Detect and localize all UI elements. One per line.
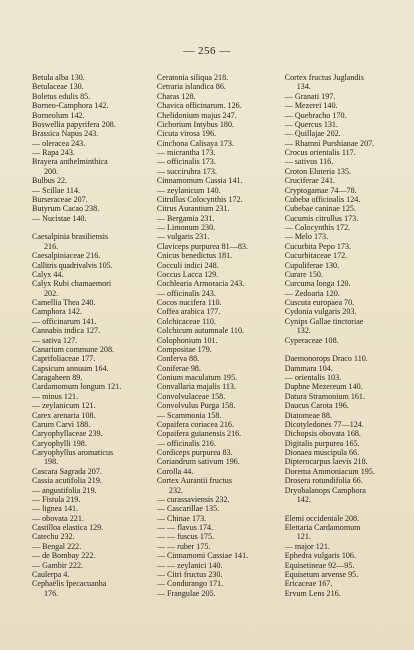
index-entry: — Quebracho 170. bbox=[284, 110, 347, 120]
index-entry: Chavica officinarum. 126. bbox=[156, 101, 242, 111]
index-entry: Caesalpiniaceae 216. bbox=[32, 251, 101, 261]
index-entry: Cascara Sagrada 207. bbox=[32, 466, 102, 476]
index-entry: Equisetum arvense 95. bbox=[284, 569, 359, 579]
index-entry: — Zedoaria 120. bbox=[284, 288, 340, 298]
index-entry: Cicuta virosa 196. bbox=[156, 129, 217, 139]
index-entry: — micrantha 173. bbox=[156, 148, 216, 157]
index-column-3 bbox=[281, 73, 392, 598]
index-entry: — officinalis 243. bbox=[156, 288, 216, 298]
index-entry: Borneo-Camphora 142. bbox=[32, 101, 109, 111]
index-entry: — de Bombay 222. bbox=[32, 551, 96, 561]
index-entry: Dorema Ammoniacum 195. bbox=[284, 466, 375, 476]
index-entry: Cynips Gallae tinctoriae bbox=[284, 316, 364, 326]
index-entry: — — flavus 174. bbox=[156, 523, 214, 532]
index-entry: Cyperaceae 108. bbox=[284, 335, 339, 345]
index-entry: — lignea 141. bbox=[32, 504, 79, 514]
index-entry: Cucurbitaceae 172. bbox=[284, 251, 348, 261]
index-entry: — officinarum 141. bbox=[32, 316, 97, 326]
index-entry: — succirubra 173. bbox=[156, 166, 217, 176]
index-entry: — zeylanicum 121. bbox=[32, 401, 96, 411]
index-entry: 132. bbox=[296, 326, 311, 336]
index-column-1 bbox=[32, 73, 153, 598]
index-entry: Caragaheen 89. bbox=[32, 373, 83, 382]
index-entry: Canarium commune 208. bbox=[32, 344, 115, 354]
index-entry: Betulaceae 130. bbox=[32, 82, 84, 92]
index-entry: Corolla 44. bbox=[156, 466, 194, 476]
index-entry: Digitalis purpurea 165. bbox=[284, 438, 360, 448]
index-entry: — Fistula 219. bbox=[32, 494, 81, 504]
index-columns bbox=[32, 73, 392, 598]
index-entry: — Bergamia 231. bbox=[156, 213, 215, 223]
index-entry: — Limonum 230. bbox=[156, 223, 216, 232]
index-entry: Boswellia papyrifera 208. bbox=[32, 119, 116, 129]
index-entry: — — fuscus 175. bbox=[156, 532, 215, 542]
index-entry: Ervum Lens 216. bbox=[284, 588, 341, 598]
index-entry: Ericaceae 167. bbox=[284, 579, 333, 589]
index-entry: — Quercus 131. bbox=[284, 119, 339, 129]
index-entry: Compositae 179. bbox=[156, 344, 212, 354]
index-entry: Coriandrum sativum 196. bbox=[156, 457, 240, 467]
index-entry: Cucurbita Pepo 173. bbox=[284, 241, 352, 251]
index-entry: Dichopsis obovata 168. bbox=[284, 429, 361, 439]
index-entry: — major 121. bbox=[284, 541, 330, 551]
index-entry: Cardamomum longum 121. bbox=[32, 382, 122, 392]
index-entry: — Scillae 114. bbox=[32, 185, 81, 195]
index-entry: Convolvulaceae 158. bbox=[156, 391, 226, 401]
index-entry: Croton Eluteria 135. bbox=[284, 166, 352, 176]
index-entry: Dipterocarpus laevis 218. bbox=[284, 457, 368, 467]
index-entry: — Rhamni Purshianae 207. bbox=[284, 138, 375, 148]
index-entry: Calyx Rubi chamaemori bbox=[32, 279, 112, 289]
index-entry: Cydonia vulgaris 203. bbox=[284, 307, 357, 317]
index-entry: — oleracea 243. bbox=[32, 138, 86, 148]
index-entry: Coniferae 98. bbox=[156, 363, 201, 373]
index-entry: Capsicum annuum 164. bbox=[32, 363, 109, 373]
index-entry: Cichorium Intybus 180. bbox=[156, 119, 235, 129]
index-entry: Castilloa elastica 129. bbox=[32, 523, 104, 532]
index-entry: Cupuliferae 130. bbox=[284, 260, 340, 270]
index-entry: — Rapa 243. bbox=[32, 148, 75, 157]
index-entry: Drosera rotundifolia 66. bbox=[284, 476, 363, 486]
index-entry: Convallaria majalis 113. bbox=[156, 382, 236, 392]
index-entry: Copaifera coriacea 216. bbox=[156, 419, 234, 429]
index-entry: Dicotyledones 77—124. bbox=[284, 419, 364, 429]
index-entry: — — zeylanici 140. bbox=[156, 560, 223, 570]
index-entry: Cochlearia Armoracia 243. bbox=[156, 279, 245, 289]
index-entry: Callitris quadrivalvis 105. bbox=[32, 260, 113, 270]
index-entry: — Colocynthis 172. bbox=[284, 223, 351, 232]
index-entry: — Melo 173. bbox=[284, 232, 329, 242]
index-entry: — orientalis 103. bbox=[284, 373, 342, 382]
index-entry: — Quillajae 202. bbox=[284, 129, 341, 139]
index-entry: Cocos nucifera 110. bbox=[156, 298, 222, 307]
index-entry: Elettaria Cardamomum bbox=[284, 523, 361, 532]
index-entry: — obovata 221. bbox=[32, 513, 84, 523]
index-entry: 202. bbox=[44, 288, 59, 298]
index-entry: Daucus Carota 196. bbox=[284, 401, 349, 411]
index-entry: Conium maculatum 195. bbox=[156, 373, 238, 382]
index-spacer bbox=[285, 345, 392, 354]
index-entry: 216. bbox=[44, 241, 59, 251]
index-entry: Cnicus benedictus 181. bbox=[156, 251, 233, 261]
index-entry: Citrullus Colocynthis 172. bbox=[156, 194, 243, 204]
index-entry: Copaifera guianensis 216. bbox=[156, 429, 242, 439]
index-entry: — Citri fructus 230. bbox=[156, 569, 223, 579]
index-column-2 bbox=[153, 73, 281, 598]
index-entry: Caprifoliaceae 177. bbox=[32, 354, 96, 364]
index-entry: Betula alba 130. bbox=[32, 73, 85, 82]
index-entry: Cinnamomum Cassia 141. bbox=[156, 176, 243, 186]
index-entry: — Granati 197. bbox=[284, 91, 336, 101]
index-entry: 200. bbox=[44, 166, 59, 176]
index-entry: Caulerpa 4. bbox=[32, 569, 70, 579]
index-entry: — sativus 116. bbox=[284, 157, 334, 167]
index-entry: Cetraria islandica 86. bbox=[156, 82, 226, 92]
index-entry: Daemonorops Draco 110. bbox=[284, 354, 368, 364]
index-entry: — curassaviensis 232. bbox=[156, 494, 230, 504]
index-entry: Calyx 44. bbox=[32, 269, 64, 279]
index-entry: Cuscuta europaea 70. bbox=[284, 298, 355, 307]
index-entry: — Chinae 173. bbox=[156, 513, 207, 523]
index-entry: 176. bbox=[44, 588, 59, 598]
index-entry: — Cascarillae 135. bbox=[156, 504, 220, 514]
index-entry: — angustifolia 219. bbox=[32, 485, 97, 495]
index-entry: — zeylanicum 140. bbox=[156, 185, 221, 195]
index-entry: Borneolum 142. bbox=[32, 110, 85, 120]
index-entry: Cryptogamae 74—78. bbox=[284, 185, 357, 195]
index-entry: Colchicum autumnale 110. bbox=[156, 326, 245, 336]
index-entry: Cubeba officinalis 124. bbox=[284, 194, 361, 204]
index-entry: Cucumis citrullus 173. bbox=[284, 213, 359, 223]
index-entry: Curcuma longa 120. bbox=[284, 279, 351, 289]
index-entry: Bulbus 22. bbox=[32, 176, 68, 186]
index-entry: 232. bbox=[168, 485, 184, 495]
index-entry: Ephedra vulgaris 106. bbox=[284, 551, 356, 561]
index-entry: Convolvulus Purga 158. bbox=[156, 401, 236, 411]
index-entry: Conferva 88. bbox=[156, 354, 200, 364]
index-entry: 121. bbox=[296, 532, 311, 542]
index-entry: — Mezerei 140. bbox=[284, 101, 338, 111]
index-entry: Claviceps purpurea 81—83. bbox=[156, 241, 248, 251]
index-entry: Cruciferae 241. bbox=[284, 176, 336, 186]
index-entry: Carum Carvi 188. bbox=[32, 419, 91, 429]
index-entry: Elemi occidentale 208. bbox=[284, 513, 360, 523]
index-entry: Diatomeae 88. bbox=[284, 410, 332, 420]
index-entry: — minus 121. bbox=[32, 391, 79, 401]
index-entry: Butyrum Cacao 238. bbox=[32, 204, 100, 214]
index-entry: Colchicaceae 110. bbox=[156, 316, 216, 326]
index-entry: Camphora 142. bbox=[32, 307, 82, 317]
index-entry: Coccus Lacca 129. bbox=[156, 269, 219, 279]
index-entry: — Scammonia 158. bbox=[156, 410, 222, 420]
index-entry: Cordiceps purpurea 83. bbox=[156, 448, 233, 457]
index-spacer bbox=[32, 223, 153, 232]
index-entry: — Frangulae 205. bbox=[156, 588, 216, 598]
index-entry: Datura Stramonium 161. bbox=[284, 391, 365, 401]
index-entry: Cannabis indica 127. bbox=[32, 326, 101, 336]
index-entry: Charas 128. bbox=[156, 91, 196, 101]
index-entry: Cortex fructus Juglandis bbox=[284, 73, 364, 82]
index-entry: Cubebae caninae 125. bbox=[284, 204, 356, 214]
index-entry: Chelidonium majus 247. bbox=[156, 110, 237, 120]
index-entry: Caesalpinia brasiliensis bbox=[32, 232, 109, 242]
index-entry: Cinchona Calisaya 173. bbox=[156, 138, 235, 148]
index-entry: Dammara 104. bbox=[284, 363, 333, 373]
index-entry: 134. bbox=[296, 82, 311, 92]
index-entry: Cocculi indici 248. bbox=[156, 260, 219, 270]
index-entry: Curare 150. bbox=[284, 269, 323, 279]
index-entry: Ceratonia siliqua 218. bbox=[156, 73, 229, 82]
index-entry: 198. bbox=[44, 457, 59, 467]
index-entry: — Gambir 222. bbox=[32, 560, 84, 570]
index-spacer bbox=[285, 504, 392, 513]
index-entry: Colophonium 101. bbox=[156, 335, 218, 345]
index-entry: Camellia Thea 240. bbox=[32, 298, 96, 307]
index-entry: Dryobalanops Camphora bbox=[284, 485, 366, 495]
index-entry: Caryophyllus aromaticus bbox=[32, 448, 114, 457]
index-entry: — vulgaris 231. bbox=[156, 232, 210, 242]
index-entry: Brassica Napus 243. bbox=[32, 129, 99, 139]
page-number: — 256 — bbox=[183, 45, 231, 57]
index-entry: 142. bbox=[296, 494, 311, 504]
index-entry: Equisetineae 92—95. bbox=[284, 560, 355, 570]
index-entry: Burseraceae 207. bbox=[32, 194, 88, 204]
index-entry: Cassia acutifolia 219. bbox=[32, 476, 102, 486]
index-entry: Catechu 232. bbox=[32, 532, 75, 542]
index-entry: — officinalis 173. bbox=[156, 157, 216, 167]
index-entry: — Bengal 222. bbox=[32, 541, 82, 551]
index-entry: Crocus orientalis 117. bbox=[284, 148, 356, 157]
index-entry: Boletus edulis 85. bbox=[32, 91, 91, 101]
index-entry: Carex arenaria 108. bbox=[32, 410, 96, 420]
index-entry: Dionaea muscipula 66. bbox=[284, 448, 360, 457]
index-entry: Cortex Aurantii fructus bbox=[156, 476, 232, 486]
index-entry: Caryophylli 198. bbox=[32, 438, 87, 448]
index-entry: Cephaëlis Ipecacuanha bbox=[32, 579, 107, 589]
index-entry: — Nucistae 140. bbox=[32, 213, 87, 223]
index-entry: Brayera anthelminthica bbox=[32, 157, 108, 167]
index-entry: — officinalis 216. bbox=[156, 438, 216, 448]
index-entry: — Condurango 171. bbox=[156, 579, 224, 589]
index-entry: Daphne Mezereum 140. bbox=[284, 382, 363, 392]
index-entry: — — ruber 175. bbox=[156, 541, 211, 551]
index-entry: Citrus Aurantium 231. bbox=[156, 204, 230, 214]
index-entry: — Cinnamomi Cassiae 141. bbox=[156, 551, 249, 561]
index-entry: Coffea arabica 177. bbox=[156, 307, 221, 317]
index-entry: Caryophyllaceae 239. bbox=[32, 429, 103, 439]
index-entry: — sativa 127. bbox=[32, 335, 78, 345]
